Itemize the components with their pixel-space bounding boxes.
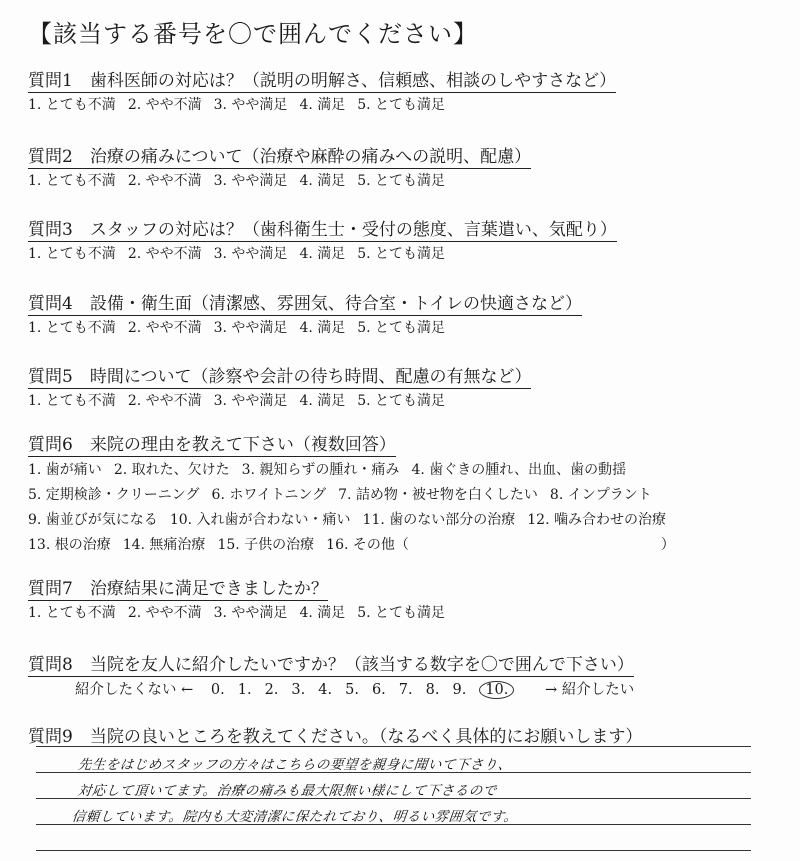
rating-option[interactable]: 3. やや満足: [213, 246, 288, 262]
q5-options: [28, 390, 457, 410]
answer-line: [36, 746, 751, 747]
reason-option[interactable]: 8. インプラント: [549, 487, 652, 503]
rating-option[interactable]: 4. 満足: [299, 320, 346, 336]
reason-option[interactable]: 16. その他（ ）: [326, 537, 675, 553]
q1-options: [28, 94, 457, 114]
form-header: 【該当する番号を〇で囲んでください】: [28, 20, 478, 48]
rating-option[interactable]: 4. 満足: [299, 173, 346, 189]
rating-option[interactable]: 2. やや不満: [127, 173, 202, 189]
recommend-scale: [75, 678, 647, 699]
rating-option[interactable]: 3. やや満足: [213, 173, 288, 189]
rating-option[interactable]: 1. とても不満: [28, 393, 116, 409]
reason-option[interactable]: 7. 詰め物・被せ物を白くしたい: [338, 487, 538, 503]
reason-option[interactable]: 15. 子供の治療: [217, 537, 315, 553]
rating-option[interactable]: 5. とても満足: [357, 173, 446, 189]
reason-option[interactable]: 14. 無痛治療: [122, 537, 206, 553]
rating-option[interactable]: 1. とても不満: [28, 605, 116, 621]
q7-title: 質問7 治療結果に満足できましたか？: [28, 574, 328, 601]
rating-option[interactable]: 3. やや満足: [213, 97, 288, 113]
rating-option[interactable]: 5. とても満足: [357, 393, 446, 409]
q2-options: [28, 170, 457, 190]
scale-number[interactable]: 10.: [479, 681, 514, 699]
rating-option[interactable]: 1. とても不満: [28, 320, 116, 336]
scale-number[interactable]: 3.: [291, 682, 306, 698]
q4-options: [28, 317, 457, 337]
scale-right-label: → 紹介したい: [544, 682, 635, 698]
scale-number[interactable]: 2.: [264, 682, 279, 698]
handwritten-line-3: 信頼しています。院内も大変清潔に保たれており、明るい雰囲気です。: [70, 809, 519, 825]
rating-option[interactable]: 1. とても不満: [28, 173, 116, 189]
handwritten-line-1: 先生をはじめスタッフの方々はこちらの要望を親身に聞いて下さり、: [76, 757, 513, 773]
rating-option[interactable]: 5. とても満足: [357, 246, 446, 262]
rating-option[interactable]: 1. とても不満: [28, 97, 116, 113]
rating-option[interactable]: 2. やや不満: [127, 605, 202, 621]
reason-option[interactable]: 3. 親知らずの腫れ・痛み: [241, 462, 400, 478]
reason-option[interactable]: 1. 歯が痛い: [28, 462, 102, 478]
reason-option[interactable]: 6. ホワイトニング: [211, 487, 327, 503]
reason-option[interactable]: 5. 定期検診・クリーニング: [28, 487, 200, 503]
scale-number[interactable]: 5.: [345, 682, 359, 698]
rating-option[interactable]: 4. 満足: [299, 605, 346, 621]
scale-number[interactable]: 4.: [318, 682, 333, 698]
rating-option[interactable]: 5. とても満足: [357, 320, 446, 336]
scale-number[interactable]: 1.: [237, 682, 252, 698]
q3-options: [28, 243, 457, 263]
reason-option[interactable]: 12. 噛み合わせの治療: [527, 512, 666, 528]
rating-option[interactable]: 3. やや満足: [213, 320, 288, 336]
rating-option[interactable]: 1. とても不満: [28, 246, 116, 262]
q6-title: 質問6 来院の理由を教えて下さい（複数回答）: [28, 430, 396, 457]
rating-option[interactable]: 2. やや不満: [127, 97, 202, 113]
q8-title: 質問8 当院を友人に紹介したいですか？（該当する数字を〇で囲んで下さい）: [28, 650, 634, 677]
q6-options: [28, 458, 788, 558]
rating-option[interactable]: 3. やや満足: [213, 605, 288, 621]
rating-option[interactable]: 2. やや不満: [127, 393, 202, 409]
scale-number[interactable]: 6.: [371, 682, 386, 698]
answer-line: [36, 850, 751, 851]
q2-title: 質問2 治療の痛みについて（治療や麻酔の痛みへの説明、配慮）: [28, 142, 531, 169]
reason-option[interactable]: 9. 歯並びが気になる: [28, 512, 158, 528]
scale-number[interactable]: 9.: [452, 682, 467, 698]
scale-left-label: 紹介したくない ←: [75, 682, 194, 698]
reason-option[interactable]: 13. 根の治療: [28, 537, 111, 553]
scale-number[interactable]: 8.: [425, 682, 440, 698]
q7-options: [28, 602, 457, 622]
reason-option[interactable]: 4. 歯ぐきの腫れ、出血、歯の動揺: [411, 462, 627, 478]
handwritten-line-2: 対応して頂いてます。治療の痛みも最大限無い様にして下さるので: [76, 783, 498, 799]
rating-option[interactable]: 2. やや不満: [127, 320, 202, 336]
q5-title: 質問5 時間について（診察や会計の待ち時間、配慮の有無など）: [28, 362, 531, 389]
q9-title: 質問9 当院の良いところを教えてください。（なるべく具体的にお願いします）: [28, 727, 643, 747]
reason-option[interactable]: 11. 歯のない部分の治療: [362, 512, 516, 528]
rating-option[interactable]: 5. とても満足: [357, 605, 446, 621]
rating-option[interactable]: 4. 満足: [299, 97, 346, 113]
q3-title: 質問3 スタッフの対応は？（歯科衛生士・受付の態度、言葉遣い、気配り）: [28, 215, 617, 242]
rating-option[interactable]: 2. やや不満: [127, 246, 202, 262]
rating-option[interactable]: 3. やや満足: [213, 393, 288, 409]
reason-option[interactable]: 10. 入れ歯が合わない・痛い: [169, 512, 351, 528]
rating-option[interactable]: 4. 満足: [299, 246, 346, 262]
q4-title: 質問4 設備・衛生面（清潔感、雰囲気、待合室・トイレの快適さなど）: [28, 289, 582, 316]
rating-option[interactable]: 5. とても満足: [357, 97, 446, 113]
scale-number[interactable]: 0.: [210, 682, 225, 698]
scale-number[interactable]: 7.: [398, 682, 413, 698]
rating-option[interactable]: 4. 満足: [299, 393, 346, 409]
reason-option[interactable]: 2. 取れた、欠けた: [113, 462, 230, 478]
q1-title: 質問1 歯科医師の対応は？（説明の明解さ、信頼感、相談のしやすさなど）: [28, 66, 616, 93]
